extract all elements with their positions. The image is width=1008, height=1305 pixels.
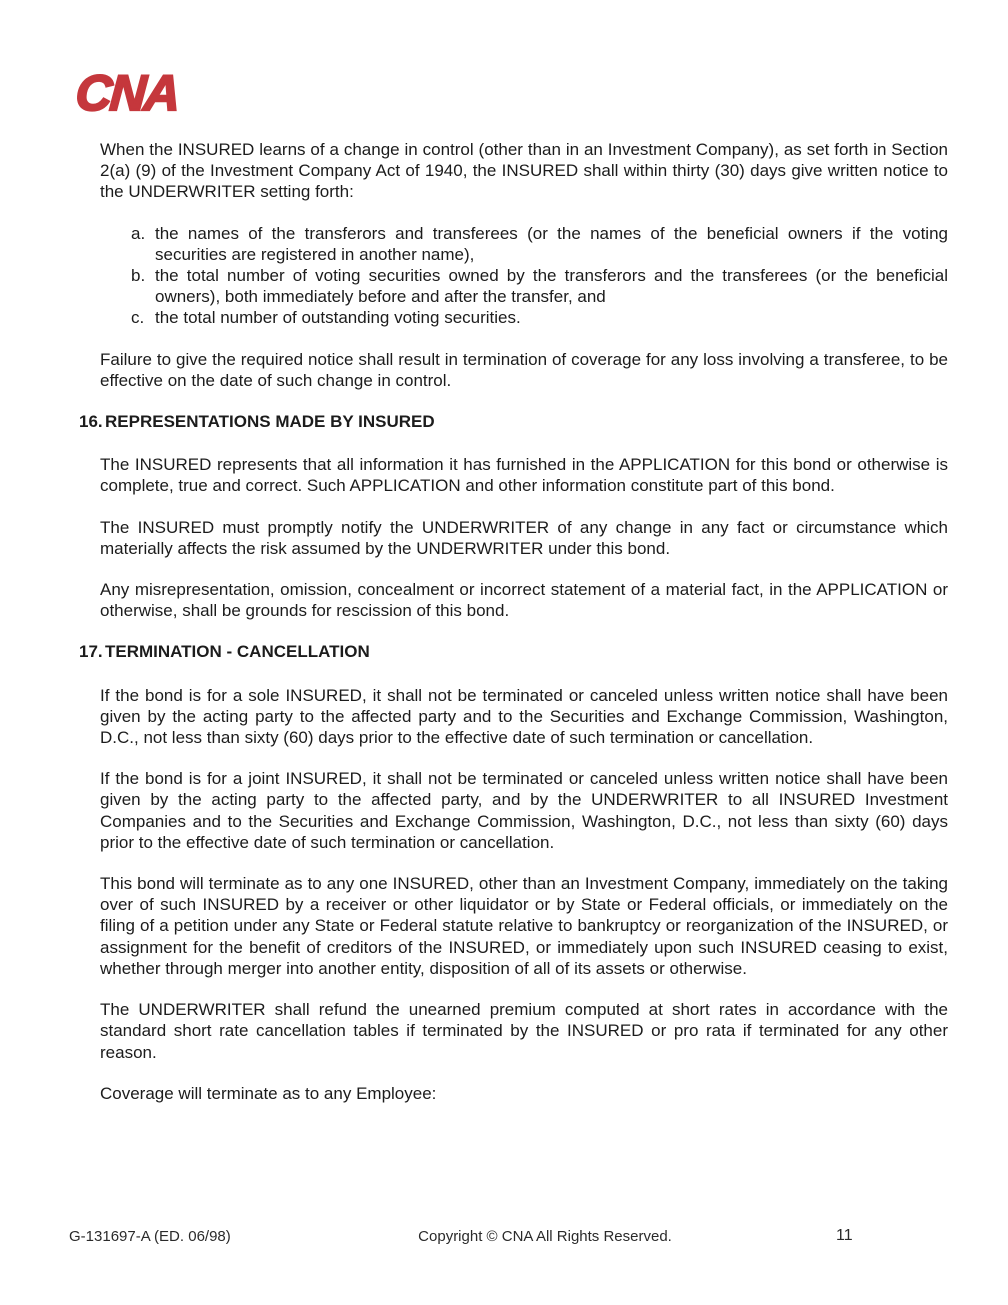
section-17-number: 17. <box>79 642 103 662</box>
list-item-text: the total number of voting securities owned by the transferors and the transferees (or the beneficial owners), both immediately before and after the transfer, and <box>155 266 948 307</box>
section-17-title: TERMINATION - CANCELLATION <box>105 642 370 662</box>
section-16-title: REPRESENTATIONS MADE BY INSURED <box>105 412 435 432</box>
page-number: 11 <box>836 1227 853 1244</box>
page-footer <box>0 1228 1008 1252</box>
document-body <box>79 139 948 1124</box>
lettered-list <box>100 223 948 329</box>
section-16-paragraph: The INSURED represents that all information it has furnished in the APPLICATION for this bond or otherwise is complete, true and correct. Such APPLICATION and other information constitute part of this bond. <box>100 455 948 496</box>
list-item-marker: a. <box>131 223 146 243</box>
section-17-paragraph: If the bond is for a sole INSURED, it shall not be terminated or canceled unless written notice shall have been given by the acting party to the affected party and to the Securities and Exchange Commission, Washington, D.C., not less than sixty (60) days prior to the effective date of such termination or cancellation. <box>100 685 948 748</box>
section-17-paragraph: This bond will terminate as to any one INSURED, other than an Investment Company, immediately on the taking over of such INSURED by a receiver or other liquidator or by State or Federal officials, or immediately on the filing of a petition under any State or Federal statute relative to bankruptcy or reorganization of the INSURED, or assignment for the benefit of creditors of the INSURED, or immediately upon such INSURED ceasing to exist, whether through merger into another entity, disposition of all of its assets or otherwise. <box>100 874 948 978</box>
intro-paragraph: When the INSURED learns of a change in control (other than in an Investment Company), as set forth in Section 2(a) (9) of the Investment Company Act of 1940, the INSURED shall within thirty (30) days give written notice to the UNDERWRITER setting forth: <box>100 140 948 202</box>
closing-paragraph: Failure to give the required notice shall result in termination of coverage for any loss involving a transferee, to be effective on the date of such change in control. <box>100 349 948 390</box>
form-number: G-131697-A (ED. 06/98) <box>69 1228 231 1245</box>
list-item-text: the names of the transferors and transferees (or the names of the beneficial owners if the voting securities are registered in another name), <box>155 223 948 264</box>
cna-logo: CNA <box>74 65 181 121</box>
section-17-heading <box>79 641 948 662</box>
list-item <box>100 223 948 265</box>
list-item-marker: b. <box>131 266 146 286</box>
list-item-text: the total number of outstanding voting securities. <box>155 308 521 328</box>
section-17-paragraph: If the bond is for a joint INSURED, it shall not be terminated or canceled unless written notice shall have been given by the acting party to the affected party, and by the UNDERWRITER to all INSURED Investment Companies and to the Securities and Exchange Commission, Washington, D.C., not less than sixty (60) days prior to the effective date of such termination or cancellation. <box>100 769 948 852</box>
copyright-notice: Copyright © CNA All Rights Reserved. <box>418 1228 672 1245</box>
section-16-paragraph: The INSURED must promptly notify the UNDERWRITER of any change in any fact or circumstance which materially affects the risk assumed by the UNDERWRITER under this bond. <box>100 517 948 558</box>
section-17-paragraph: Coverage will terminate as to any Employee: <box>100 1083 437 1103</box>
section-17-paragraph: The UNDERWRITER shall refund the unearned premium computed at short rates in accordance with the standard short rate cancellation tables if terminated by the INSURED or pro rata if terminated for any other reason. <box>100 1000 948 1062</box>
list-item <box>100 265 948 307</box>
section-16-paragraph: Any misrepresentation, omission, concealment or incorrect statement of a material fact, in the APPLICATION or otherwise, shall be grounds for rescission of this bond. <box>100 580 948 621</box>
section-16-heading <box>79 411 948 432</box>
list-item <box>100 307 948 328</box>
section-16-number: 16. <box>79 412 103 432</box>
list-item-marker: c. <box>131 308 145 328</box>
